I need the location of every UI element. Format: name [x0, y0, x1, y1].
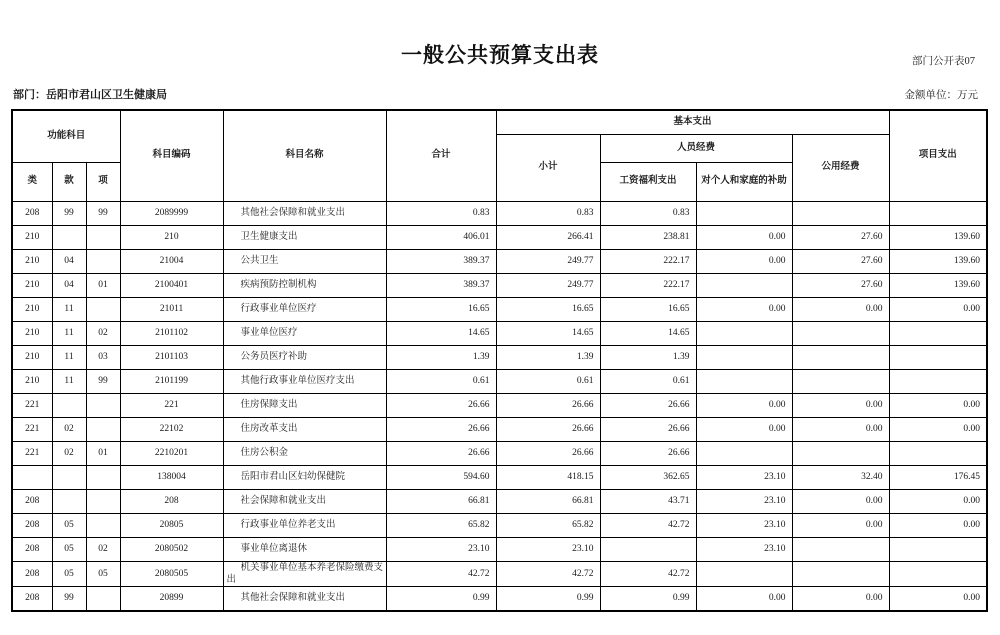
table-row	[12, 345, 987, 369]
cell-section	[52, 393, 86, 417]
header-subject-code: 科目编码	[120, 110, 223, 201]
cell-section: 99	[52, 587, 86, 611]
cell-individual-family-subsidy	[696, 201, 792, 225]
cell-item	[86, 587, 120, 611]
cell-project-expenditure	[889, 201, 987, 225]
cell-individual-family-subsidy: 23.10	[696, 537, 792, 561]
cell-total: 14.65	[386, 321, 496, 345]
cell-section: 04	[52, 273, 86, 297]
cell-item: 02	[86, 321, 120, 345]
cell-subject-name: 公共卫生	[223, 249, 386, 273]
table-header	[12, 110, 987, 201]
cell-individual-family-subsidy: 0.00	[696, 393, 792, 417]
cell-item: 01	[86, 273, 120, 297]
cell-individual-family-subsidy: 0.00	[696, 297, 792, 321]
cell-individual-family-subsidy: 23.10	[696, 465, 792, 489]
cell-subject-name: 事业单位医疗	[223, 321, 386, 345]
cell-total: 65.82	[386, 513, 496, 537]
cell-public-funds: 27.60	[792, 249, 889, 273]
cell-subject-name: 事业单位离退休	[223, 537, 386, 561]
cell-class: 221	[12, 417, 52, 441]
cell-subtotal: 16.65	[496, 297, 600, 321]
cell-subtotal: 0.61	[496, 369, 600, 393]
cell-wage-welfare: 26.66	[600, 441, 696, 465]
cell-subject-name: 住房保障支出	[223, 393, 386, 417]
cell-individual-family-subsidy	[696, 369, 792, 393]
cell-subject-code: 20899	[120, 587, 223, 611]
header-class: 类	[12, 162, 52, 201]
cell-item: 01	[86, 441, 120, 465]
header-project-expenditure: 项目支出	[889, 110, 987, 201]
cell-subject-name: 社会保障和就业支出	[223, 489, 386, 513]
header-wage-welfare: 工资福利支出	[600, 162, 696, 201]
cell-individual-family-subsidy	[696, 321, 792, 345]
cell-subject-code: 221	[120, 393, 223, 417]
table-row	[12, 297, 987, 321]
cell-item	[86, 465, 120, 489]
unit-label: 金额单位：万元	[904, 90, 978, 101]
cell-individual-family-subsidy: 23.10	[696, 489, 792, 513]
cell-section	[52, 489, 86, 513]
cell-wage-welfare: 42.72	[600, 561, 696, 587]
cell-subject-name: 住房改革支出	[223, 417, 386, 441]
cell-individual-family-subsidy: 0.00	[696, 249, 792, 273]
cell-section: 99	[52, 201, 86, 225]
cell-total: 26.66	[386, 393, 496, 417]
cell-subtotal: 65.82	[496, 513, 600, 537]
cell-wage-welfare: 43.71	[600, 489, 696, 513]
cell-project-expenditure: 0.00	[889, 297, 987, 321]
cell-section: 02	[52, 417, 86, 441]
cell-item: 02	[86, 537, 120, 561]
cell-class: 210	[12, 273, 52, 297]
table-row	[12, 513, 987, 537]
table-row	[12, 249, 987, 273]
cell-wage-welfare: 14.65	[600, 321, 696, 345]
cell-section: 05	[52, 537, 86, 561]
cell-item	[86, 249, 120, 273]
cell-wage-welfare: 222.17	[600, 249, 696, 273]
header-row-1	[12, 110, 987, 134]
cell-subject-name: 疾病预防控制机构	[223, 273, 386, 297]
cell-project-expenditure: 0.00	[889, 417, 987, 441]
cell-class: 210	[12, 297, 52, 321]
cell-section: 05	[52, 513, 86, 537]
cell-individual-family-subsidy: 0.00	[696, 587, 792, 611]
cell-project-expenditure: 0.00	[889, 393, 987, 417]
cell-subject-code: 2101199	[120, 369, 223, 393]
cell-subject-name: 其他行政事业单位医疗支出	[223, 369, 386, 393]
cell-class: 210	[12, 321, 52, 345]
cell-subject-code: 138004	[120, 465, 223, 489]
cell-public-funds: 0.00	[792, 417, 889, 441]
cell-public-funds	[792, 345, 889, 369]
cell-section: 04	[52, 249, 86, 273]
cell-item	[86, 417, 120, 441]
cell-total: 0.61	[386, 369, 496, 393]
cell-public-funds: 0.00	[792, 587, 889, 611]
cell-subtotal: 23.10	[496, 537, 600, 561]
cell-individual-family-subsidy: 0.00	[696, 225, 792, 249]
cell-subject-name: 公务员医疗补助	[223, 345, 386, 369]
cell-class: 208	[12, 513, 52, 537]
cell-public-funds	[792, 561, 889, 587]
cell-class: 208	[12, 489, 52, 513]
cell-item	[86, 225, 120, 249]
header-public-funds: 公用经费	[792, 134, 889, 201]
cell-total: 26.66	[386, 441, 496, 465]
cell-subtotal: 0.99	[496, 587, 600, 611]
cell-individual-family-subsidy	[696, 273, 792, 297]
cell-section: 11	[52, 321, 86, 345]
cell-wage-welfare: 1.39	[600, 345, 696, 369]
cell-subject-name: 岳阳市君山区妇幼保健院	[223, 465, 386, 489]
cell-subtotal: 26.66	[496, 417, 600, 441]
cell-public-funds: 27.60	[792, 225, 889, 249]
cell-subtotal: 1.39	[496, 345, 600, 369]
cell-project-expenditure: 139.60	[889, 249, 987, 273]
cell-class	[12, 465, 52, 489]
cell-project-expenditure: 176.45	[889, 465, 987, 489]
cell-total: 0.99	[386, 587, 496, 611]
cell-public-funds: 0.00	[792, 297, 889, 321]
cell-wage-welfare: 16.65	[600, 297, 696, 321]
cell-project-expenditure: 0.00	[889, 513, 987, 537]
cell-class: 210	[12, 249, 52, 273]
cell-subject-name: 其他社会保障和就业支出	[223, 587, 386, 611]
cell-section: 05	[52, 561, 86, 587]
cell-total: 1.39	[386, 345, 496, 369]
cell-subtotal: 0.83	[496, 201, 600, 225]
cell-public-funds	[792, 321, 889, 345]
cell-class: 208	[12, 537, 52, 561]
cell-public-funds: 27.60	[792, 273, 889, 297]
cell-individual-family-subsidy	[696, 345, 792, 369]
cell-subject-code: 210	[120, 225, 223, 249]
cell-class: 208	[12, 201, 52, 225]
cell-subject-code: 2101103	[120, 345, 223, 369]
cell-subtotal: 249.77	[496, 249, 600, 273]
table-row	[12, 587, 987, 611]
cell-class: 208	[12, 561, 52, 587]
cell-class: 210	[12, 345, 52, 369]
cell-section: 11	[52, 297, 86, 321]
cell-section: 02	[52, 441, 86, 465]
header-total: 合计	[386, 110, 496, 201]
cell-subject-name: 机关事业单位基本养老保险缴费支出	[223, 561, 386, 587]
cell-total: 0.83	[386, 201, 496, 225]
cell-item	[86, 489, 120, 513]
cell-project-expenditure	[889, 345, 987, 369]
cell-item: 03	[86, 345, 120, 369]
cell-public-funds: 32.40	[792, 465, 889, 489]
cell-public-funds: 0.00	[792, 489, 889, 513]
table-row	[12, 273, 987, 297]
cell-item: 05	[86, 561, 120, 587]
cell-subject-name: 卫生健康支出	[223, 225, 386, 249]
table-row	[12, 561, 987, 587]
cell-subtotal: 26.66	[496, 393, 600, 417]
cell-item	[86, 393, 120, 417]
cell-subject-code: 2080505	[120, 561, 223, 587]
header-individual-family-subsidy: 对个人和家庭的补助	[696, 162, 792, 201]
cell-subtotal: 418.15	[496, 465, 600, 489]
cell-project-expenditure: 0.00	[889, 587, 987, 611]
header-item: 项	[86, 162, 120, 201]
cell-wage-welfare: 362.65	[600, 465, 696, 489]
cell-subject-code: 21004	[120, 249, 223, 273]
cell-wage-welfare: 26.66	[600, 393, 696, 417]
form-number-label: 部门公开表07	[912, 56, 975, 67]
cell-subject-code: 22102	[120, 417, 223, 441]
cell-total: 594.60	[386, 465, 496, 489]
cell-item: 99	[86, 369, 120, 393]
cell-wage-welfare: 238.81	[600, 225, 696, 249]
cell-class: 208	[12, 587, 52, 611]
cell-total: 406.01	[386, 225, 496, 249]
cell-individual-family-subsidy	[696, 441, 792, 465]
table-row	[12, 489, 987, 513]
table-row	[12, 465, 987, 489]
cell-section: 11	[52, 369, 86, 393]
header-section: 款	[52, 162, 86, 201]
page-title: 一般公共预算支出表	[401, 43, 599, 67]
header-subtotal: 小计	[496, 134, 600, 201]
cell-class: 210	[12, 225, 52, 249]
cell-wage-welfare: 0.61	[600, 369, 696, 393]
cell-wage-welfare: 26.66	[600, 417, 696, 441]
cell-subject-code: 2101102	[120, 321, 223, 345]
cell-public-funds	[792, 369, 889, 393]
cell-section	[52, 225, 86, 249]
cell-subtotal: 66.81	[496, 489, 600, 513]
cell-subtotal: 266.41	[496, 225, 600, 249]
cell-individual-family-subsidy: 23.10	[696, 513, 792, 537]
cell-section: 11	[52, 345, 86, 369]
cell-public-funds: 0.00	[792, 393, 889, 417]
table-body	[12, 201, 987, 611]
cell-section	[52, 465, 86, 489]
cell-total: 389.37	[386, 249, 496, 273]
cell-subject-code: 2100401	[120, 273, 223, 297]
cell-class: 221	[12, 393, 52, 417]
cell-total: 66.81	[386, 489, 496, 513]
department-label: 部门：岳阳市君山区卫生健康局	[13, 89, 167, 101]
cell-subtotal: 249.77	[496, 273, 600, 297]
cell-public-funds: 0.00	[792, 513, 889, 537]
cell-subtotal: 26.66	[496, 441, 600, 465]
cell-total: 389.37	[386, 273, 496, 297]
cell-subject-code: 208	[120, 489, 223, 513]
cell-wage-welfare: 42.72	[600, 513, 696, 537]
header-personnel-funds: 人员经费	[600, 134, 792, 162]
cell-subject-code: 21011	[120, 297, 223, 321]
cell-wage-welfare: 0.83	[600, 201, 696, 225]
cell-total: 16.65	[386, 297, 496, 321]
page	[0, 39, 1000, 635]
cell-subject-name: 行政事业单位养老支出	[223, 513, 386, 537]
cell-total: 26.66	[386, 417, 496, 441]
budget-table	[11, 109, 988, 612]
cell-subject-code: 2210201	[120, 441, 223, 465]
cell-total: 23.10	[386, 537, 496, 561]
header-basic-expenditure: 基本支出	[496, 110, 889, 134]
cell-subject-name: 其他社会保障和就业支出	[223, 201, 386, 225]
cell-subtotal: 14.65	[496, 321, 600, 345]
table-row	[12, 321, 987, 345]
cell-subject-name: 行政事业单位医疗	[223, 297, 386, 321]
meta-row	[13, 86, 978, 102]
cell-project-expenditure	[889, 561, 987, 587]
cell-individual-family-subsidy: 0.00	[696, 417, 792, 441]
cell-wage-welfare	[600, 537, 696, 561]
header-subject-name: 科目名称	[223, 110, 386, 201]
cell-project-expenditure: 139.60	[889, 273, 987, 297]
table-row	[12, 369, 987, 393]
table-row	[12, 441, 987, 465]
cell-subject-code: 20805	[120, 513, 223, 537]
cell-subject-code: 2089999	[120, 201, 223, 225]
cell-subject-code: 2080502	[120, 537, 223, 561]
cell-project-expenditure: 0.00	[889, 489, 987, 513]
table-row	[12, 225, 987, 249]
cell-individual-family-subsidy	[696, 561, 792, 587]
header-functional-subject: 功能科目	[12, 110, 120, 162]
cell-class: 221	[12, 441, 52, 465]
cell-item	[86, 513, 120, 537]
cell-project-expenditure	[889, 369, 987, 393]
cell-class: 210	[12, 369, 52, 393]
cell-public-funds	[792, 537, 889, 561]
cell-wage-welfare: 222.17	[600, 273, 696, 297]
cell-total: 42.72	[386, 561, 496, 587]
cell-project-expenditure	[889, 537, 987, 561]
cell-project-expenditure	[889, 321, 987, 345]
cell-wage-welfare: 0.99	[600, 587, 696, 611]
cell-item: 99	[86, 201, 120, 225]
cell-subtotal: 42.72	[496, 561, 600, 587]
cell-subject-name: 住房公积金	[223, 441, 386, 465]
cell-item	[86, 297, 120, 321]
cell-project-expenditure	[889, 441, 987, 465]
table-row	[12, 537, 987, 561]
table-row	[12, 201, 987, 225]
cell-public-funds	[792, 201, 889, 225]
table-row	[12, 417, 987, 441]
cell-public-funds	[792, 441, 889, 465]
table-row	[12, 393, 987, 417]
cell-project-expenditure: 139.60	[889, 225, 987, 249]
